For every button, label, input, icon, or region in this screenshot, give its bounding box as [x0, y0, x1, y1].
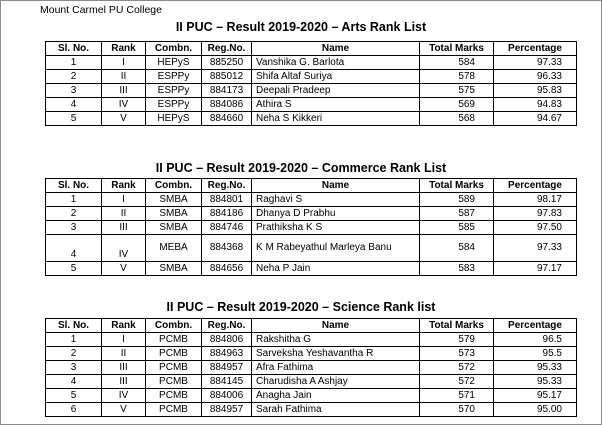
reg-no-cell: 884145	[202, 375, 252, 389]
total-marks-cell: 578	[420, 70, 494, 84]
sl-no-cell: 2	[46, 70, 102, 84]
col-reg-no-header: Reg.No.	[202, 42, 252, 56]
table-row	[46, 347, 577, 361]
total-marks-cell: 575	[420, 84, 494, 98]
science-section-title: II PUC – Result 2019-2020 – Science Rank list	[166, 300, 436, 314]
combn-cell: HEPyS	[146, 112, 202, 126]
science-rank-table	[45, 318, 577, 417]
sl-no-cell: 5	[46, 389, 102, 403]
sl-no-cell: 4	[46, 235, 102, 262]
reg-no-cell: 884963	[202, 347, 252, 361]
combn-cell: PCMB	[146, 375, 202, 389]
col-combn-header: Combn.	[146, 42, 202, 56]
rank-cell: III	[102, 221, 146, 235]
sl-no-cell: 3	[46, 361, 102, 375]
table-row	[46, 70, 577, 84]
reg-no-cell: 884368	[202, 235, 252, 262]
reg-no-cell: 884660	[202, 112, 252, 126]
col-sl-no-header: Sl. No.	[46, 179, 102, 193]
reg-no-cell: 884801	[202, 193, 252, 207]
col-reg-no-header: Reg.No.	[202, 319, 252, 333]
combn-cell: ESPPy	[146, 84, 202, 98]
combn-cell: HEPyS	[146, 56, 202, 70]
name-cell: Vanshika G. Barlota	[252, 56, 420, 70]
total-marks-cell: 571	[420, 389, 494, 403]
arts-rank-table	[45, 41, 577, 126]
total-marks-cell: 572	[420, 361, 494, 375]
percentage-cell: 94.83	[494, 98, 577, 112]
table-header-row	[46, 179, 577, 193]
reg-no-cell: 884806	[202, 333, 252, 347]
col-sl-no-header: Sl. No.	[46, 42, 102, 56]
total-marks-cell: 569	[420, 98, 494, 112]
table-row	[46, 221, 577, 235]
combn-cell: PCMB	[146, 333, 202, 347]
combn-cell: ESPPy	[146, 70, 202, 84]
rank-cell: II	[102, 70, 146, 84]
total-marks-cell: 579	[420, 333, 494, 347]
table-header-row	[46, 42, 577, 56]
table-row	[46, 207, 577, 221]
reg-no-cell: 885012	[202, 70, 252, 84]
table-row	[46, 375, 577, 389]
sl-no-cell: 4	[46, 375, 102, 389]
reg-no-cell: 884173	[202, 84, 252, 98]
sl-no-cell: 1	[46, 333, 102, 347]
percentage-cell: 97.33	[494, 235, 577, 262]
name-cell: Prathiksha K S	[252, 221, 420, 235]
name-cell: Neha P Jain	[252, 262, 420, 276]
sl-no-cell: 3	[46, 84, 102, 98]
rank-cell: III	[102, 361, 146, 375]
rank-cell: IV	[102, 235, 146, 262]
col-rank-header: Rank	[102, 179, 146, 193]
total-marks-cell: 587	[420, 207, 494, 221]
col-reg-no-header: Reg.No.	[202, 179, 252, 193]
reg-no-cell: 884957	[202, 361, 252, 375]
sl-no-cell: 2	[46, 207, 102, 221]
percentage-cell: 95.17	[494, 389, 577, 403]
arts-section-title: II PUC – Result 2019-2020 – Arts Rank List	[175, 20, 427, 34]
total-marks-cell: 584	[420, 235, 494, 262]
sl-no-cell: 5	[46, 262, 102, 276]
commerce-section-title: II PUC – Result 2019-2020 – Commerce Rank List	[155, 161, 447, 175]
col-rank-header: Rank	[102, 319, 146, 333]
rank-cell: I	[102, 193, 146, 207]
total-marks-cell: 589	[420, 193, 494, 207]
table-row	[46, 361, 577, 375]
total-marks-cell: 570	[420, 403, 494, 417]
col-percentage-header: Percentage	[494, 179, 577, 193]
percentage-cell: 97.17	[494, 262, 577, 276]
name-cell: Anagha Jain	[252, 389, 420, 403]
table-row	[46, 98, 577, 112]
total-marks-cell: 585	[420, 221, 494, 235]
reg-no-cell: 884006	[202, 389, 252, 403]
percentage-cell: 97.83	[494, 207, 577, 221]
percentage-cell: 96.33	[494, 70, 577, 84]
commerce-rank-table	[45, 178, 577, 276]
total-marks-cell: 572	[420, 375, 494, 389]
col-total-marks-header: Total Marks	[420, 42, 494, 56]
col-percentage-header: Percentage	[494, 319, 577, 333]
table-row	[46, 389, 577, 403]
percentage-cell: 95.33	[494, 361, 577, 375]
percentage-cell: 95.00	[494, 403, 577, 417]
name-cell: K M Rabeyathul Marleya Banu	[252, 235, 420, 262]
reg-no-cell: 885250	[202, 56, 252, 70]
combn-cell: SMBA	[146, 262, 202, 276]
reg-no-cell: 884656	[202, 262, 252, 276]
name-cell: Dhanya D Prabhu	[252, 207, 420, 221]
col-name-header: Name	[252, 179, 420, 193]
rank-cell: II	[102, 207, 146, 221]
table-row	[46, 262, 577, 276]
sl-no-cell: 5	[46, 112, 102, 126]
rank-cell: III	[102, 375, 146, 389]
col-total-marks-header: Total Marks	[420, 179, 494, 193]
table-row	[46, 333, 577, 347]
percentage-cell: 96.5	[494, 333, 577, 347]
col-rank-header: Rank	[102, 42, 146, 56]
reg-no-cell: 884957	[202, 403, 252, 417]
name-cell: Rakshitha G	[252, 333, 420, 347]
percentage-cell: 95.83	[494, 84, 577, 98]
rank-cell: III	[102, 84, 146, 98]
sl-no-cell: 1	[46, 56, 102, 70]
total-marks-cell: 568	[420, 112, 494, 126]
name-cell: Sarah Fathima	[252, 403, 420, 417]
percentage-cell: 98.17	[494, 193, 577, 207]
combn-cell: PCMB	[146, 403, 202, 417]
percentage-cell: 95.33	[494, 375, 577, 389]
combn-cell: PCMB	[146, 361, 202, 375]
combn-cell: PCMB	[146, 347, 202, 361]
percentage-cell: 97.50	[494, 221, 577, 235]
name-cell: Athira S	[252, 98, 420, 112]
table-row	[46, 112, 577, 126]
rank-cell: II	[102, 347, 146, 361]
col-name-header: Name	[252, 42, 420, 56]
rank-cell: V	[102, 403, 146, 417]
col-total-marks-header: Total Marks	[420, 319, 494, 333]
rank-cell: IV	[102, 389, 146, 403]
name-cell: Shifa Altaf Suriya	[252, 70, 420, 84]
reg-no-cell: 884086	[202, 98, 252, 112]
table-row	[46, 193, 577, 207]
reg-no-cell: 884186	[202, 207, 252, 221]
sl-no-cell: 4	[46, 98, 102, 112]
name-cell: Neha S Kikkeri	[252, 112, 420, 126]
col-sl-no-header: Sl. No.	[46, 319, 102, 333]
rank-cell: V	[102, 262, 146, 276]
sl-no-cell: 2	[46, 347, 102, 361]
col-combn-header: Combn.	[146, 179, 202, 193]
rank-cell: V	[102, 112, 146, 126]
combn-cell: SMBA	[146, 221, 202, 235]
total-marks-cell: 584	[420, 56, 494, 70]
rank-cell: I	[102, 56, 146, 70]
sl-no-cell: 3	[46, 221, 102, 235]
rank-cell: I	[102, 333, 146, 347]
percentage-cell: 94.67	[494, 112, 577, 126]
combn-cell: ESPPy	[146, 98, 202, 112]
college-name: Mount Carmel PU College	[40, 4, 162, 16]
table-header-row	[46, 319, 577, 333]
combn-cell: MEBA	[146, 235, 202, 262]
table-row	[46, 403, 577, 417]
col-name-header: Name	[252, 319, 420, 333]
col-percentage-header: Percentage	[494, 42, 577, 56]
table-row	[46, 235, 577, 262]
name-cell: Deepali Pradeep	[252, 84, 420, 98]
name-cell: Charudisha A Ashjay	[252, 375, 420, 389]
name-cell: Sarveksha Yeshavantha R	[252, 347, 420, 361]
combn-cell: SMBA	[146, 207, 202, 221]
name-cell: Raghavi S	[252, 193, 420, 207]
sl-no-cell: 6	[46, 403, 102, 417]
combn-cell: SMBA	[146, 193, 202, 207]
total-marks-cell: 573	[420, 347, 494, 361]
name-cell: Afra Fathima	[252, 361, 420, 375]
percentage-cell: 97.33	[494, 56, 577, 70]
rank-cell: IV	[102, 98, 146, 112]
combn-cell: PCMB	[146, 389, 202, 403]
sl-no-cell: 1	[46, 193, 102, 207]
table-row	[46, 84, 577, 98]
percentage-cell: 95.5	[494, 347, 577, 361]
table-row	[46, 56, 577, 70]
reg-no-cell: 884746	[202, 221, 252, 235]
total-marks-cell: 583	[420, 262, 494, 276]
col-combn-header: Combn.	[146, 319, 202, 333]
